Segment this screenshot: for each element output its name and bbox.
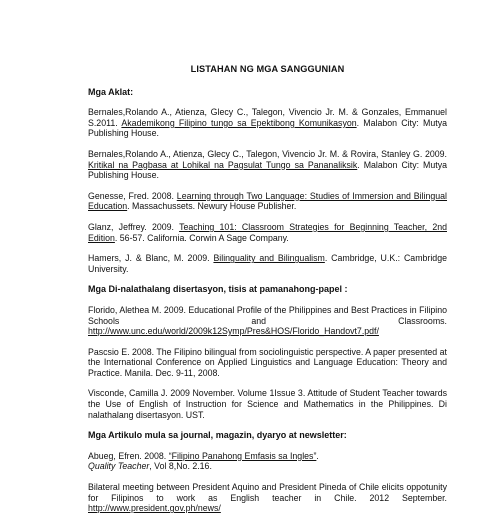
- reference-journal: Quality Teacher: [88, 461, 150, 472]
- reference-text: Florido, Alethea M. 2009. Educational Profile of the Philippines and Best Practices in Filipino Schools and Classrooms.: [88, 304, 447, 326]
- reference-entry: [88, 222, 447, 243]
- reference-text: Bernales,Rolando A., Atienza, Glecy C., Talegon, Vivencio Jr. M. & Gonzales, Emmanuel S.2011.: [88, 107, 447, 128]
- reference-text: , Vol 8,No. 2.16.: [149, 461, 212, 472]
- reference-text: Pascsio E. 2008. The Filipino bilingual from sociolinguistic perspective. A paper presented at the International Conference on Applied Linguistics and Language Education: Theory and Practice. Manila. Dec. 9-11, 2008.: [88, 346, 447, 378]
- reference-title: Akademikong Filipino tungo sa Epektibong Komunikasyon: [121, 117, 357, 128]
- section-articles: [88, 430, 447, 514]
- reference-text: Bernales,Rolando A., Atienza, Glecy C., Talegon, Vivencio Jr. M. & Rovira, Stanley G. 2009.: [88, 148, 447, 159]
- reference-link[interactable]: http://www.unc.edu/world/2009k12Symp/Pres&HOS/Florido_Handovt7.pdf/: [88, 326, 379, 337]
- reference-title: Teaching 101: Classroom Strategies for Beginning Teacher, 2nd Edition: [88, 221, 447, 243]
- reference-text: . Cambridge, U.K.: Cambridge University.: [88, 253, 447, 274]
- reference-title: Bilinguality and Bilingualism: [213, 253, 325, 264]
- reference-entry: [88, 347, 447, 379]
- reference-entry: [88, 305, 447, 337]
- reference-text: . Malabon City: Mutya Publishing House.: [88, 117, 447, 139]
- page-title: LISTAHAN NG MGA SANGGUNIAN: [190, 64, 345, 74]
- reference-text: . Massachussets. Newury House Publisher.: [127, 201, 297, 212]
- section-unpublished: [88, 284, 447, 420]
- reference-title: Kritikal na Pagbasa at Lohikal na Pagsulat Tungo sa Pananaliksik: [88, 159, 358, 170]
- reference-text: Visconde, Camilla J. 2009 November. Volume 1Issue 3. Attitude of Student Teacher towards the Use of English of Instruction for Science and Mathematics in the Philippines. Di nalathalang disertasyon. UST.: [88, 388, 447, 420]
- reference-entry: [88, 191, 447, 212]
- reference-text: Glanz, Jeffrey. 2009.: [88, 221, 180, 232]
- reference-link[interactable]: http://www.president.gov.ph/news/: [88, 503, 221, 514]
- reference-text: .: [316, 450, 319, 461]
- section-heading-books: Mga Aklat:: [88, 86, 134, 97]
- reference-entry: [88, 253, 447, 274]
- section-heading-articles: Mga Artikulo mula sa journal, magazin, dyaryo at newsletter:: [88, 430, 347, 441]
- reference-entry: [88, 107, 447, 139]
- reference-text: Hamers, J. & Blanc, M. 2009.: [88, 253, 214, 264]
- reference-text: . 56-57. California. Corwin A Sage Company.: [114, 232, 289, 243]
- reference-entry: [88, 482, 447, 514]
- reference-title: Learning through Two Language: Studies of Immersion and Bilingual Education: [88, 190, 448, 212]
- reference-text: . Malabon City: Mutya Publishing House.: [88, 159, 447, 181]
- reference-entry: [88, 451, 447, 472]
- reference-text: Abueg, Efren. 2008.: [88, 450, 169, 461]
- reference-title: “Filipino Panahong Emfasis sa Ingles”: [168, 450, 317, 461]
- reference-text: Genesse, Fred. 2008.: [88, 190, 177, 201]
- reference-entry: [88, 388, 447, 420]
- section-books: [88, 87, 447, 275]
- section-heading-unpublished: Mga Di-nalathalang disertasyon, tisis at pamanahong-papel :: [88, 284, 348, 295]
- reference-entry: [88, 149, 447, 181]
- reference-text: Bilateral meeting between President Aquino and President Pineda of Chile elicits oppotunity for Filipinos to work as English teacher in Chile. 2012 September.: [88, 482, 447, 503]
